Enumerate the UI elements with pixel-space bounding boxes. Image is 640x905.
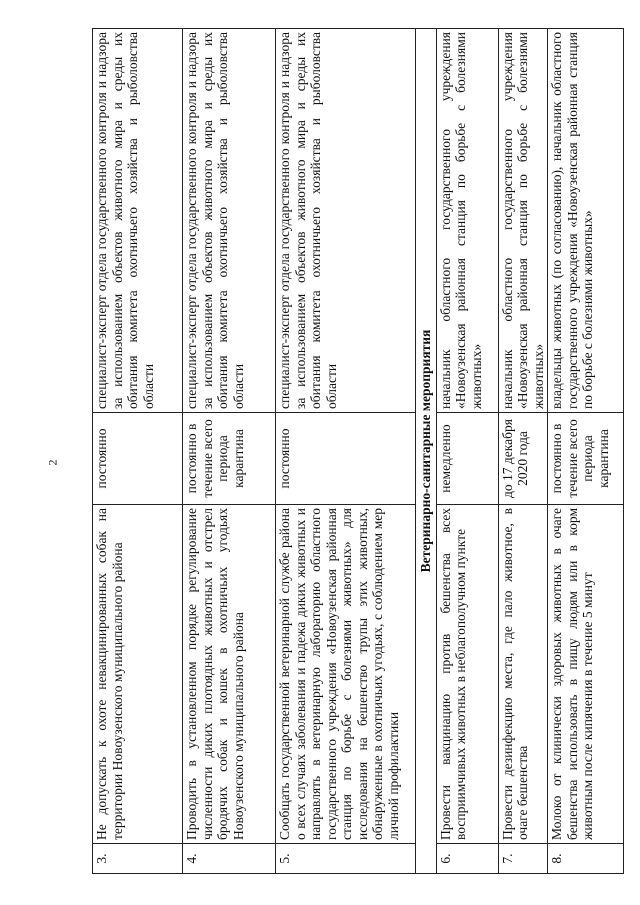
task-cell: Не допускать к охоте невакцинированных собак на территории Новоузенского муниципального района <box>93 505 183 844</box>
responsible-cell: владельцы животных (по согласованию), начальник областного государственного учреждения «Новоузенская районная станция по борьбе с болезнями животных» <box>548 29 624 413</box>
section-row <box>416 29 437 874</box>
row-number: 3. <box>93 844 183 874</box>
table-row <box>436 29 498 874</box>
responsible-cell: специалист-эксперт отдела государственного контроля и надзора за использованием объектов животного мира и среды их обитания комитета охотничьего хозяйства и рыболовства области <box>93 29 183 413</box>
rotated-table-wrapper <box>92 29 619 874</box>
table-row <box>498 29 548 874</box>
deadline-cell: немедленно <box>436 413 498 505</box>
row-number: 4. <box>183 844 276 874</box>
table-row <box>548 29 624 874</box>
responsible-cell: начальник областного государственного учреждения «Новоузенская районная станция по борьбе с болезнями животных» <box>436 29 498 413</box>
table-row <box>93 29 183 874</box>
responsible-cell: начальник областного государственного учреждения «Новоузенская районная станция по борьбе с болезнями животных» <box>498 29 548 413</box>
task-cell: Молоко от клинически здоровых животных в очаге бешенства использовать в пищу людям или в корм животным после кипячения в течение 5 минут <box>548 505 624 844</box>
task-cell: Провести вакцинацию против бешенства всех восприимчивых животных в неблагополучном пункте <box>436 505 498 844</box>
table-row <box>276 29 416 874</box>
responsible-cell: специалист-эксперт отдела государственного контроля и надзора за использованием объектов животного мира и среды их обитания комитета охотничьего хозяйства и рыболовства области <box>276 29 416 413</box>
table-row <box>183 29 276 874</box>
responsible-cell: специалист-эксперт отдела государственного контроля и надзора за использованием объектов животного мира и среды их обитания комитета охотничьего хозяйства и рыболовства области <box>183 29 276 413</box>
measures-table <box>92 28 624 874</box>
row-number: 8. <box>548 844 624 874</box>
section-title: Ветеринарно-санитарные мероприятия <box>416 29 437 874</box>
row-number: 6. <box>436 844 498 874</box>
task-cell: Провести дезинфекцию места, где пало животное, в очаге бешенства <box>498 505 548 844</box>
page-number: 2 <box>45 459 60 466</box>
deadline-cell: постоянно в течение всего периода карантина <box>548 413 624 505</box>
row-number: 5. <box>276 844 416 874</box>
row-number: 7. <box>498 844 548 874</box>
task-cell: Проводить в установленном порядке регулирование численности диких плотоядных животных и отстрел бродячих собак и кошек в охотничьих угодьях Новоузенского муниципального района <box>183 505 276 844</box>
deadline-cell: постоянно в течение всего периода карантина <box>183 413 276 505</box>
deadline-cell: до 17 декабря 2020 года <box>498 413 548 505</box>
deadline-cell: постоянно <box>93 413 183 505</box>
deadline-cell: постоянно <box>276 413 416 505</box>
task-cell: Сообщать государственной ветеринарной службе района о всех случаях заболевания и падежа диких животных и направлять в ветеринарную лабораторию областного государственного учреждения «Новоузенская районная станция по борьбе с болезнями животных» для исследования на бешенство трупы этих животных, обнаруженные в охотничьих угодьях, с соблюдением мер личной профилактики <box>276 505 416 844</box>
